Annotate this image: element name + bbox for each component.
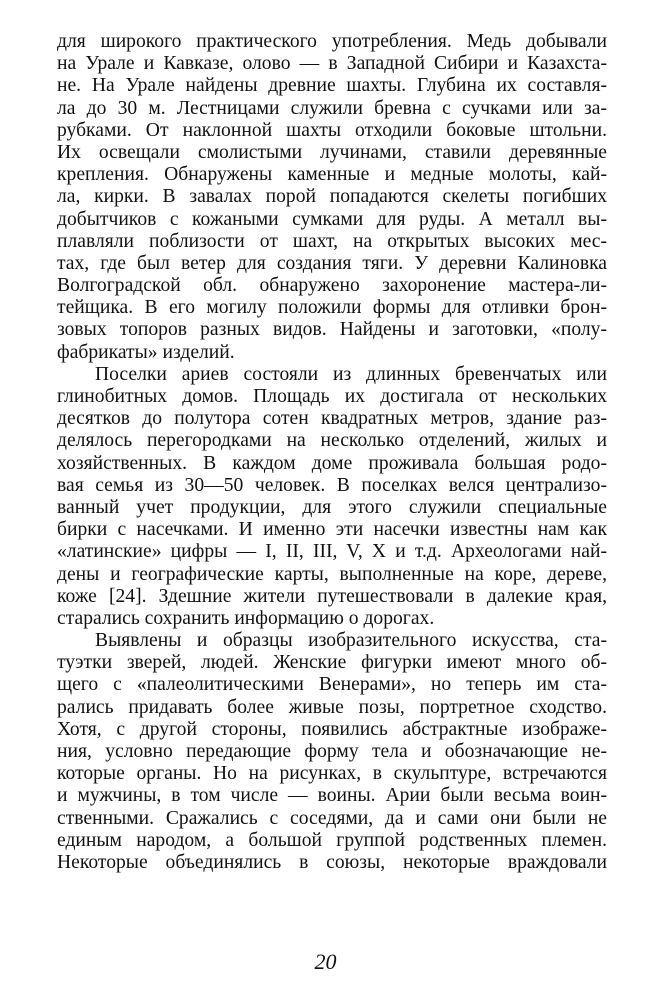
text-line: не. На Урале найдены древние шахты. Глубина их составля-: [57, 75, 607, 97]
text-line: зовых топоров разных видов. Найдены и заготовки, «полу-: [57, 319, 607, 341]
text-line: Поселки ариев состояли из длинных бревенчатых или: [95, 363, 607, 385]
book-page-body: [57, 31, 607, 874]
text-line: Хотя, с другой стороны, появились абстрактные изображе-: [57, 718, 607, 740]
text-line: коже [24]. Здешние жители путешествовали в далекие края,: [57, 585, 607, 607]
text-line: ния, условно передающие форму тела и обозначающие не-: [57, 741, 607, 762]
paragraph-2: [57, 364, 607, 630]
text-line: тах, где был ветер для создания тяги. У деревни Калиновка: [57, 252, 607, 274]
text-line: крепления. Обнаружены каменные и медные молоты, кай-: [57, 164, 607, 186]
page-number: 20: [314, 949, 337, 974]
text-line: старались сохранить информацию о дорогах.: [57, 607, 435, 629]
text-line: и мужчины, в том числе — воины. Арии были весьма воин-: [57, 785, 607, 807]
text-line: рались придавать более живые позы, портретное сходство.: [57, 696, 607, 718]
text-line: которые органы. Но на рисунках, в скульптуре, встречаются: [57, 763, 607, 785]
text-line: бирки с насечками. И именно эти насечки известны нам как: [57, 519, 607, 541]
text-line: Выявлены и образцы изобразительного искусства, ста-: [95, 630, 607, 652]
text-line: ла, кирки. В завалах порой попадаются скелеты погибших: [57, 186, 607, 208]
text-line: Их освещали смолистыми лучинами, ставили деревянные: [57, 141, 607, 163]
text-line: ственными. Сражались с соседями, да и сами они были не: [57, 807, 607, 829]
text-line: рубками. От наклонной шахты отходили боковые штольни.: [57, 119, 607, 141]
text-line: туэтки зверей, людей. Женские фигурки имеют много об-: [57, 652, 607, 674]
text-line: вая семья из 30—50 человек. В поселках велся централизо-: [57, 474, 607, 496]
text-line: Волгоградской обл. обнаружено захоронение мастера-ли-: [57, 275, 607, 297]
text-line: единым народом, а большой группой родственных племен.: [57, 829, 607, 851]
text-line: ванный учет продукции, для этого служили специальные: [57, 496, 607, 518]
text-line: десятков до полутора сотен квадратных метров, здание раз-: [57, 408, 607, 430]
text-line: Некоторые объединялись в союзы, некоторые враждовали: [57, 851, 607, 873]
text-line: «латинские» цифры — I, II, III, V, X и т.д. Археологами най-: [57, 541, 607, 563]
text-line: тейщика. В его могилу положили формы для отливки брон-: [57, 297, 607, 319]
paragraph-3: [57, 630, 607, 874]
text-line: хозяйственных. В каждом доме проживала большая родо-: [57, 452, 607, 474]
text-line: дены и географические карты, выполненные на коре, дереве,: [57, 563, 607, 585]
paragraph-1: [57, 31, 607, 364]
text-line: делялось перегородками на несколько отделений, жилых и: [57, 430, 607, 452]
text-line: добытчиков с кожаными сумками для руды. А металл вы-: [57, 208, 607, 230]
text-line: плавляли поблизости от шахт, на открытых высоких мес-: [57, 230, 607, 252]
text-line: глинобитных домов. Площадь их достигала от нескольких: [57, 386, 607, 407]
text-line: щего с «палеолитическими Венерами», но теперь им ста-: [57, 674, 607, 696]
text-line: фабрикаты» изделий.: [57, 341, 235, 363]
text-line: на Урале и Кавказе, олово — в Западной Сибири и Казахста-: [57, 53, 607, 75]
text-line: ла до 30 м. Лестницами служили бревна с сучками или за-: [57, 97, 607, 119]
text-line: для широкого практического употребления. Медь добывали: [57, 31, 607, 52]
